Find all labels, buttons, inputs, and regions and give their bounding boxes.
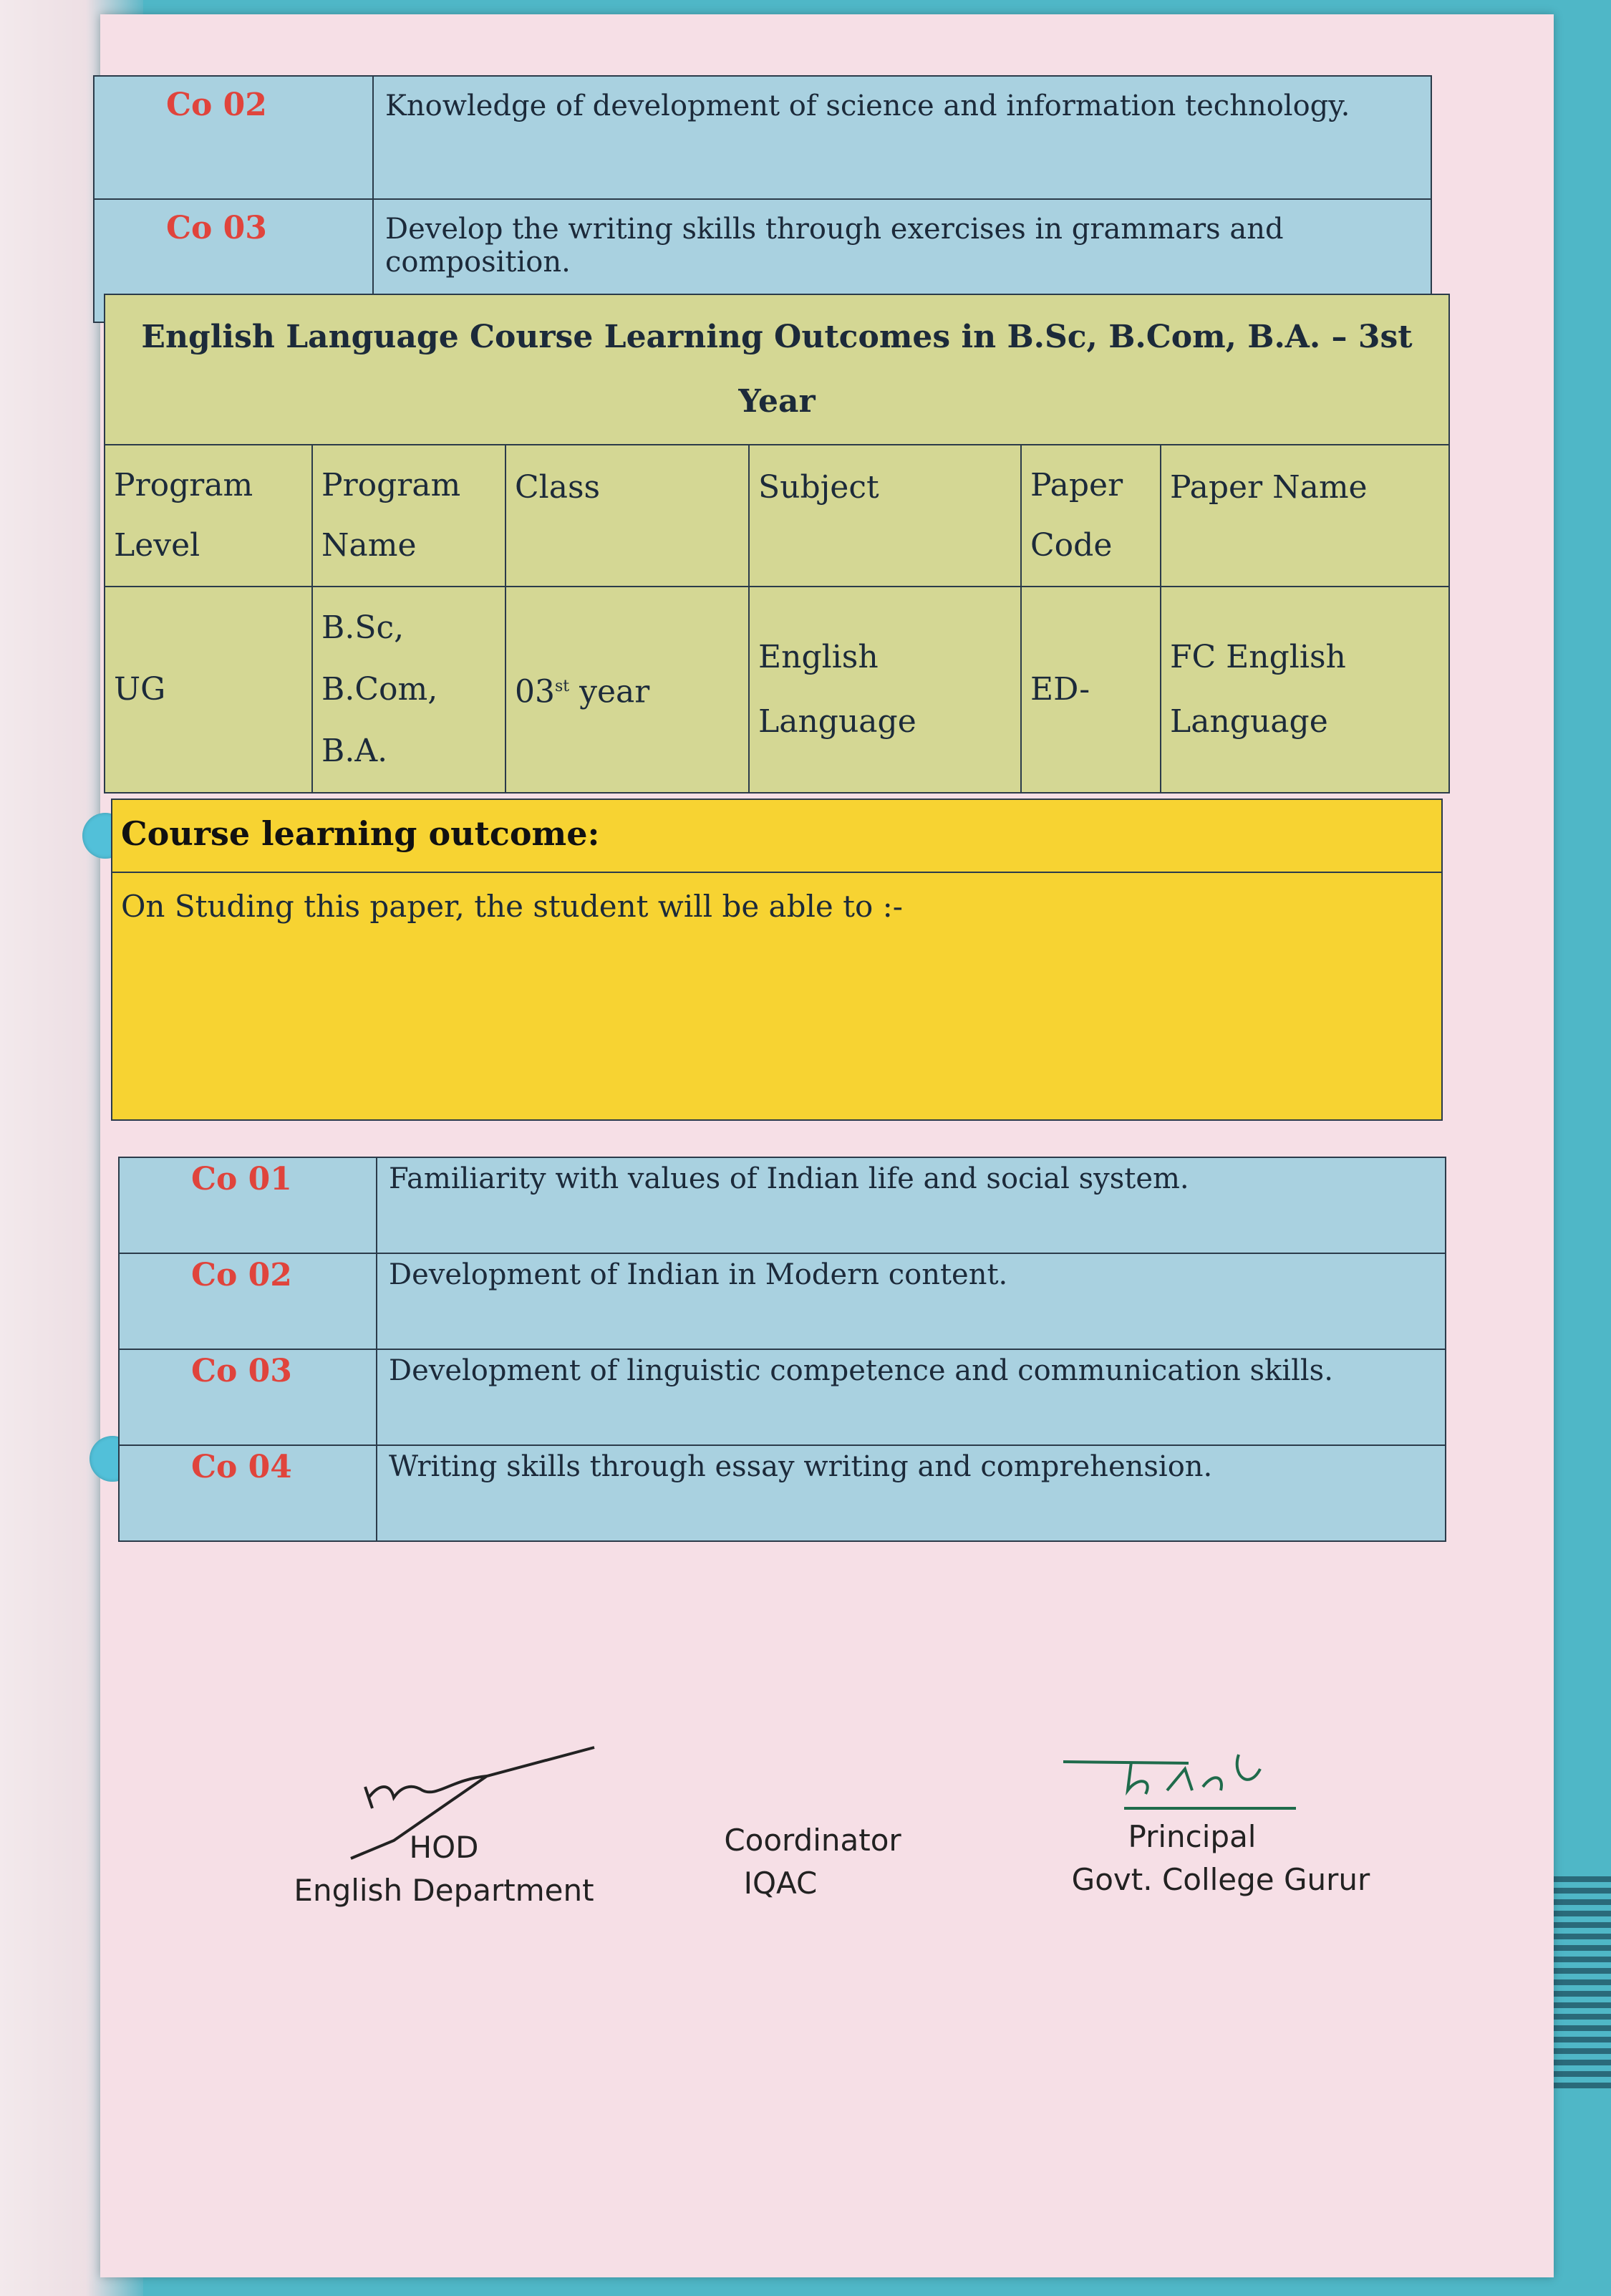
header-program-level: Program Level xyxy=(105,445,312,587)
clo-outcomes-table xyxy=(118,1157,1446,1542)
outcome-code: Co 01 xyxy=(119,1157,377,1253)
clo-intro: On Studing this paper, the student will be able to :- xyxy=(112,872,1442,1120)
class-word: year xyxy=(579,673,650,710)
header-subject: Subject xyxy=(749,445,1021,587)
clo-heading: Course learning outcome: xyxy=(112,799,1442,872)
outcome-text: Knowledge of development of science and information technology. xyxy=(373,76,1431,199)
table-row xyxy=(119,1349,1446,1445)
header-paper-name: Paper Name xyxy=(1161,445,1449,587)
table-row xyxy=(119,1157,1446,1253)
principal-organization: Govt. College Gurur xyxy=(1071,1862,1370,1897)
outcome-text: Develop the writing skills through exercises in grammars and composition. xyxy=(373,199,1431,322)
hod-title: HOD xyxy=(409,1830,479,1865)
table-header-row xyxy=(105,445,1449,587)
cell-subject: English Language xyxy=(749,587,1021,793)
class-number: 03 xyxy=(515,673,555,710)
clo-box xyxy=(111,799,1443,1121)
header-paper-code: Paper Code xyxy=(1021,445,1161,587)
course-table-title: English Language Course Learning Outcomes in B.Sc, B.Com, B.A. – 3st Year xyxy=(105,294,1449,445)
background-binder-stripes xyxy=(1547,1876,1611,2091)
program-name-line: B.Sc, xyxy=(321,609,405,646)
outcome-code: Co 03 xyxy=(94,199,373,322)
course-info-table xyxy=(104,294,1450,794)
outcome-text: Familiarity with values of Indian life and social system. xyxy=(377,1157,1446,1253)
cell-class xyxy=(505,587,749,793)
outcome-text: Development of linguistic competence and communication skills. xyxy=(377,1349,1446,1445)
program-name-line: B.A. xyxy=(321,733,388,769)
cell-program-name xyxy=(312,587,505,793)
header-class: Class xyxy=(505,445,749,587)
outcome-code: Co 03 xyxy=(119,1349,377,1445)
table-title-row xyxy=(105,294,1449,445)
principal-title: Principal xyxy=(1128,1819,1257,1854)
hod-department: English Department xyxy=(294,1873,594,1908)
outcome-text: Development of Indian in Modern content. xyxy=(377,1253,1446,1349)
table-row xyxy=(119,1253,1446,1349)
cell-paper-name: FC English Language xyxy=(1161,587,1449,793)
coordinator-dept: IQAC xyxy=(743,1866,818,1901)
coordinator-title: Coordinator xyxy=(724,1823,901,1858)
outcome-code: Co 02 xyxy=(119,1253,377,1349)
outcome-text: Writing skills through essay writing and comprehension. xyxy=(377,1445,1446,1541)
table-row xyxy=(94,76,1431,199)
principal-signature xyxy=(1060,1747,1303,1819)
table-row xyxy=(119,1445,1446,1541)
cell-program-level: UG xyxy=(105,587,312,793)
outcome-code: Co 02 xyxy=(94,76,373,199)
header-program-name: Program Name xyxy=(312,445,505,587)
program-name-line: B.Com, xyxy=(321,671,438,708)
top-outcomes-table xyxy=(93,75,1432,323)
table-row xyxy=(105,587,1449,793)
class-suffix: st xyxy=(555,677,570,696)
outcome-code: Co 04 xyxy=(119,1445,377,1541)
cell-paper-code: ED- xyxy=(1021,587,1161,793)
